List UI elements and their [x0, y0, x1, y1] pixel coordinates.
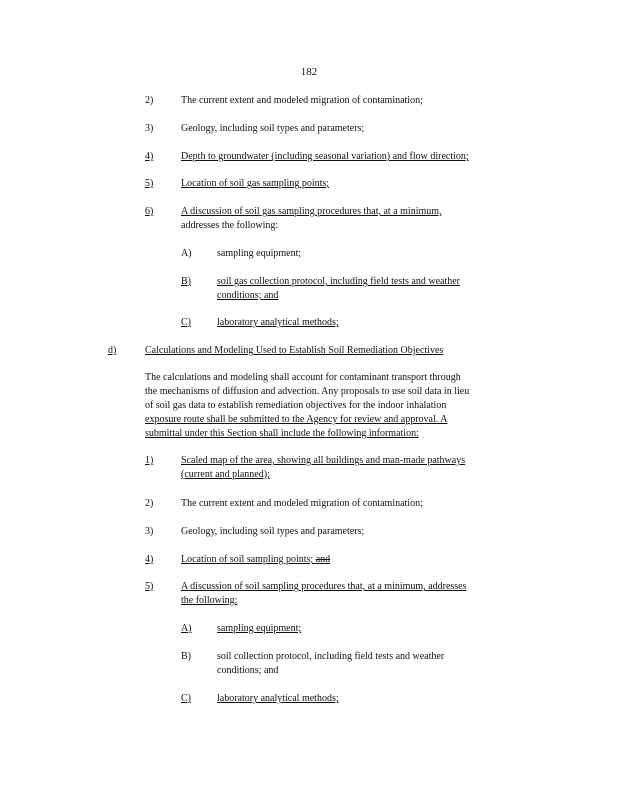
item-label: B): [181, 651, 191, 662]
item-text-line2: (current and planned);: [181, 469, 270, 480]
paragraph-line: submittal under this Section shall include the following information:: [145, 428, 419, 439]
item-label: 5): [145, 178, 154, 189]
item-label: C): [181, 693, 191, 704]
item-text-line1: A discussion of soil gas sampling procedures that, at a minimum,: [181, 206, 442, 217]
struck-text: and: [315, 554, 331, 565]
paragraph-line: the mechanisms of diffusion and advection. Any proposals to use soil data in lieu: [145, 386, 470, 397]
item-label: 6): [145, 206, 154, 217]
item-text-line1: soil collection protocol, including field tests and weather: [217, 651, 445, 662]
paragraph-line: The calculations and modeling shall account for contaminant transport through: [145, 372, 461, 383]
item-text-line1: soil gas collection protocol, including field tests and weather: [217, 276, 460, 287]
item-text: laboratory analytical methods;: [217, 693, 339, 704]
item-label: B): [181, 276, 191, 287]
item-text: laboratory analytical methods;: [217, 317, 339, 328]
item-label: 3): [145, 123, 154, 134]
item-text-line2: addresses the following:: [181, 220, 279, 231]
paragraph-line: of soil gas data to establish remediation objectives for the indoor inhalation: [145, 400, 447, 411]
item-label: 5): [145, 581, 154, 592]
section-label: d): [108, 345, 117, 356]
item-label: A): [181, 248, 192, 259]
item-text: Location of soil gas sampling points;: [181, 178, 330, 189]
item-text-line2: conditions; and: [217, 665, 279, 676]
item-label: A): [181, 623, 192, 634]
paragraph-line: exposure route shall be submitted to the Agency for review and approval. A: [145, 414, 448, 425]
item-text: [181, 553, 330, 567]
item-text: Geology, including soil types and parameters;: [181, 526, 365, 537]
item-text: Geology, including soil types and parameters;: [181, 123, 365, 134]
item-text: sampling equipment;: [217, 248, 302, 259]
section-title: Calculations and Modeling Used to Establish Soil Remediation Objectives: [145, 345, 444, 356]
item-text: The current extent and modeled migration of contamination;: [181, 95, 423, 106]
item-label: 4): [145, 151, 154, 162]
item-label: 4): [145, 554, 154, 565]
item-label: 1): [145, 455, 154, 466]
item-text-line2: conditions; and: [217, 290, 279, 301]
item-label: 2): [145, 95, 154, 106]
item-text-line1: Scaled map of the area, showing all buildings and man-made pathways: [181, 455, 466, 466]
item-label: C): [181, 317, 191, 328]
item-text-line2: the following:: [181, 595, 238, 606]
page-number: 182: [300, 66, 318, 78]
item-text: Depth to groundwater (including seasonal variation) and flow direction;: [181, 151, 469, 162]
section-paragraph: [145, 371, 545, 441]
item-text: The current extent and modeled migration of contamination;: [181, 498, 423, 509]
item-text-line1: A discussion of soil sampling procedures that, at a minimum, addresses: [181, 581, 467, 592]
item-text-main: Location of soil sampling points;: [181, 554, 314, 565]
item-text: sampling equipment;: [217, 623, 302, 634]
item-label: 3): [145, 526, 154, 537]
item-label: 2): [145, 498, 154, 509]
